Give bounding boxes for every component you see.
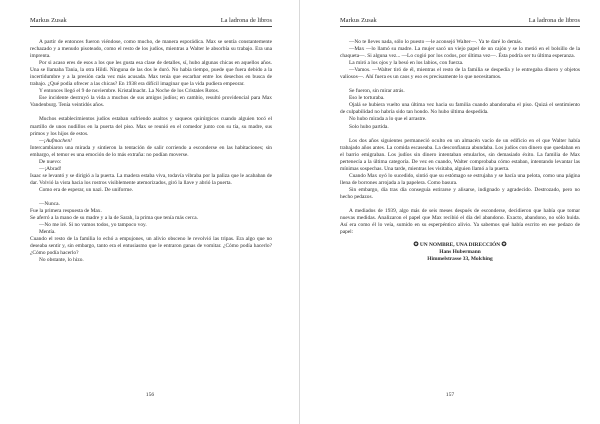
paragraph: Ojalá se hubiera vuelto una última vez hacia su familia cuando abandonaba el piso. Quizá el sentimiento de culpabilidad no habría sido tan hondo. No hubo última despedida. bbox=[340, 102, 580, 116]
paragraph: La miró a los ojos y la besó en los labios, con fuerza. bbox=[349, 60, 464, 67]
paragraph: Sin embargo, día tras día conseguía estirarse y alisarse, indignado y agradecido. Destrozado, pero no hecho pedazos. bbox=[340, 186, 580, 200]
paragraph: Y entonces llegó el 9 de noviembre. Kristallnacht. La Noche de los Cristales Rotos. bbox=[39, 88, 220, 95]
paragraph: De nuevo: bbox=[39, 158, 62, 165]
paragraph: Se aferró a la mano de su madre y a la de Sarah, la prima que tenía más cerca. bbox=[30, 215, 198, 222]
paragraph: Isaac se levantó y se dirigió a la puerta. La madera estaba viva, todavía vibraba por la paliza que le acababan de dar. Volvió la vista hacia los rostros visiblemente atemorizados, giró la llave y abrió la puerta. bbox=[30, 172, 272, 186]
dedication-block bbox=[340, 242, 580, 263]
left-page-body bbox=[30, 39, 272, 264]
paragraph: —Vamos. —Walter tiró de él, mientras el resto de la familia se despedía y le entregaba dinero y objetos valiosos—. Ahí fuera es un caos y eso es precisamente lo que necesitamos. bbox=[340, 67, 580, 81]
right-header-author: Markus Zusak bbox=[340, 17, 377, 24]
paragraph: Solo hubo partida. bbox=[349, 123, 389, 130]
paragraph: Como era de esperar, un nazi. De uniforme. bbox=[39, 186, 134, 193]
paragraph: —No me iré. Si no vamos todos, yo tampoco voy. bbox=[39, 222, 147, 229]
paragraph: Mentía. bbox=[39, 229, 56, 236]
right-running-header bbox=[340, 17, 580, 27]
paragraph: Intercambiaron una mirada y sintieron la tentación de salir corriendo a esconderse en las habitaciones; sin embargo, el temor es una emoción de lo más extraña: no podían moverse. bbox=[30, 144, 272, 158]
paragraph: No obstante, lo hizo. bbox=[39, 257, 84, 264]
star-icon: ✪ bbox=[413, 242, 419, 249]
paragraph: Se fueron, sin mirar atrás. bbox=[349, 88, 405, 95]
right-page-number: 157 bbox=[445, 392, 455, 398]
dedication-line-3: Himmelstrasse 33, Molching bbox=[427, 256, 493, 263]
paragraph: —No te lleves nada, sólo lo puesto —le aconsejó Walter—. Ya te daré lo demás. bbox=[349, 39, 523, 45]
paragraph: A mediados de 1939, algo más de seis meses después de esconderse, decidieron que había que tomar nuevas medidas. Analizaron el papel que Max recibió el día del abandono. Exacto, abandono, no sólo huida. Así era como él lo veía, sumido en su esperpéntico alivio. Ya sabemos qué había escrito en ese pedazo de papel: bbox=[340, 207, 580, 236]
paragraph: —¡Abrad! bbox=[39, 165, 62, 172]
left-page-number: 156 bbox=[145, 392, 155, 398]
dedication-line-1: UN NOMBRE, UNA DIRECCIÓN bbox=[419, 242, 501, 249]
left-running-header bbox=[30, 17, 272, 27]
left-header-title: La ladrona de libros bbox=[220, 17, 272, 24]
paragraph: Eso le torturaba. bbox=[349, 95, 385, 102]
paragraph: Fue la primera respuesta de Max. bbox=[30, 208, 102, 215]
paragraph: Cuando el resto de la familia lo echó a empujones, un alivio obsceno le revolvió las tripas. Era algo que no deseaba sentir y, sin embargo, tanto era el entusiasmo que le entraron ganas de vomitar. ¿Cómo podía hacerlo? ¿Cómo podía hacerlo? bbox=[30, 236, 272, 257]
right-header-title: La ladrona de libros bbox=[528, 17, 580, 24]
left-header-author: Markus Zusak bbox=[30, 17, 67, 24]
dedication-line-2: Hans Hubermann bbox=[439, 249, 481, 256]
paragraph: Ese incidente destruyó la vida a muchos de sus amigos judíos; en cambio, resultó providencial para Max Vandenburg. Tenía veintidós años. bbox=[30, 95, 272, 109]
dedication-heading bbox=[340, 242, 580, 249]
paragraph: No hubo mirada a lo que el arrastre. bbox=[349, 116, 427, 123]
paragraph: Cuando Max oyó lo sucedido, sintió que su estómago se estrujaba y se hacía una pelota, como una página llena de borrones arrojada a la papelera. Como basura. bbox=[340, 172, 580, 186]
star-icon: ✪ bbox=[501, 242, 507, 249]
paragraph: —Max —lo llamó su madre. La mujer sacó un viejo papel de un cajón y se lo metió en el bolsillo de la chaqueta—. Si alguna vez... —Lo cogió por los codos, por última vez—. Ésta podría ser tu última esperanza. bbox=[340, 46, 580, 60]
paragraph: A partir de entonces fueron viéndose, como mucho, de manera esporádica. Max se sentía constantemente rechazado y a menudo pisoteado, como el resto de los judíos, mientras a Walter le absorbía su trabajo. Era una imprenta. bbox=[30, 39, 272, 60]
paragraph: Los dos años siguientes permaneció oculto en un almacén vacío de un edificio en el que Walter había trabajado años antes. La comida escaseaba. La desconfianza abundaba. Los judíos con dinero que quedaban en el barrio emigraban. Los judíos sin dinero intentaban emularlos, sin demasiado éxito. La familia de Max pertenecía a la última categoría. De vez en cuando, Walter comprobaba cómo estaban, intentando levantar las mínimas sospechas. Una tarde, mientras les visitaba, alguien llamó a la puerta. bbox=[340, 137, 580, 172]
right-page-body bbox=[340, 39, 580, 263]
paragraph: —Nunca. bbox=[39, 200, 60, 207]
paragraph: —¡Aufmachen! bbox=[39, 137, 72, 144]
right-page bbox=[300, 0, 600, 424]
paragraph: Muchos establecimientos judíos estaban sufriendo asaltos y saqueos quirúrgicos cuando alguien tocó el martillo de unos nudillos en la puerta del piso. Max se reunió en el comedor junto con su tía, su madre, sus primos y los hijos de estos. bbox=[30, 116, 272, 137]
paragraph: Por si acaso eres de esos a los que les gusta esa clase de detalles, sí, hubo algunas chicas en aquellos años. Una se llamaba Tania, la otra Hildi. Ninguna de las dos le duró. No había tiempo, puede que fuera debido a la incertidumbre y a la presión cada vez más acusada. Max tenía que escarbar entre los desechos en busca de trabajo. ¿Qué podía ofrecer a las chicas? En 1938 era difícil imaginar que la vida pudiera empeorar. bbox=[30, 60, 272, 88]
